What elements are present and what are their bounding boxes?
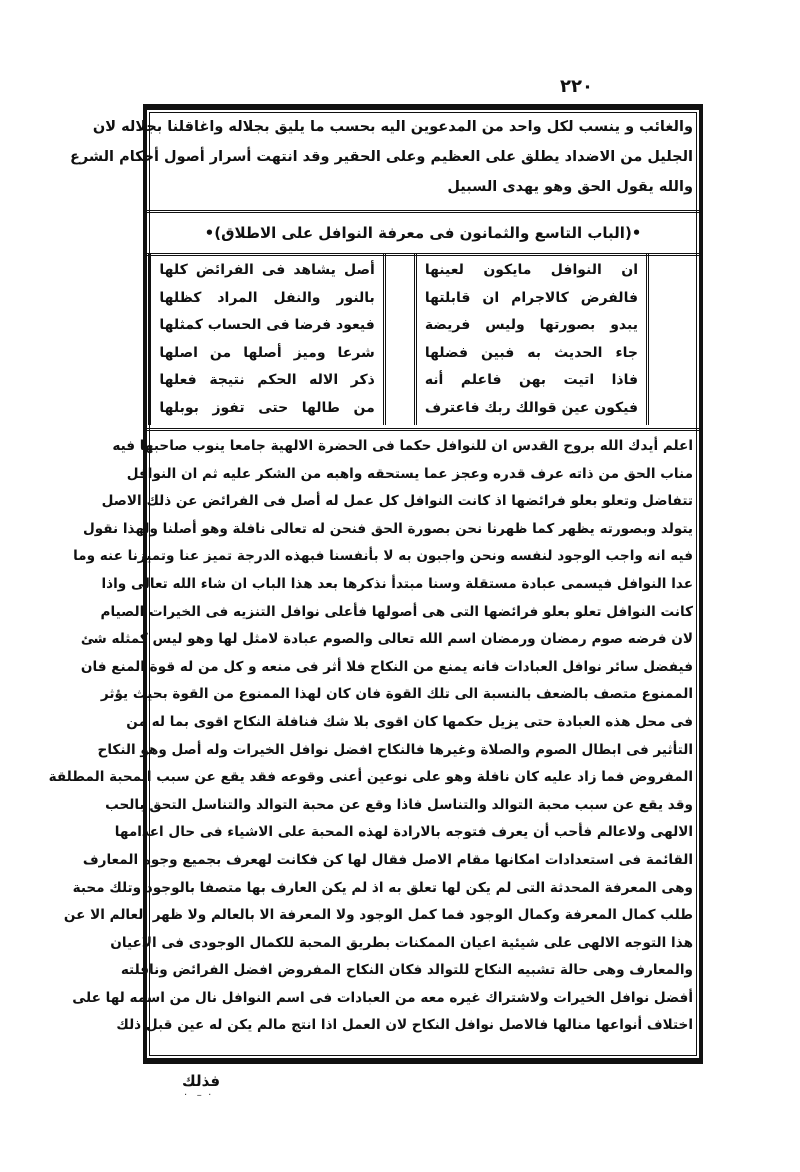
intro-line: والغائب و ينسب لكل واحد من المدعوين اليه بحسب ما يليق بجلاله واغاقلنا بجلاله لان <box>92 119 693 135</box>
prose-line: الالهى ولاعالم فأحب أن يعرف فتوجه بالارادة لهذه المحبة على الاشياء فى حال اعدامها <box>114 824 693 841</box>
intro-text <box>69 112 699 202</box>
prose-line: فى محل هذه العبادة حتى يزيل حكمها كان اقوى بلا شك فنافلة النكاح اقوى بما له من <box>126 713 693 730</box>
prose-line: أفضل نوافل الخيرات ولاشتراك غيره معه من العبادات فى اسم النوافل نال من اسمه لها على <box>72 989 693 1006</box>
prose-line: يتولد وبصورته يظهر كما ظهرنا نحن بصورة الحق فنحن له تعالى نافلة وهو أصلنا ولهذا نقول <box>82 520 693 537</box>
poem-verse: يبدو بصورتها وليس فريضة <box>424 317 638 333</box>
poem-verse: جاء الحديث به فبين فضلها <box>424 344 638 361</box>
poem-right-column <box>414 253 649 425</box>
intro-line: والله يقول الحق وهو يهدى السبيل <box>447 179 693 195</box>
prose-line: مناب الحق من ذاته عرف قدره وعجز عما يستحقه واهبه من الشكر عليه ثم ان النوافل <box>126 465 693 482</box>
prose-line: المفروض فما زاد عليه كان نافلة وهو على نوعين أعنى وقوعه فقد يقع عن سبب المحبة المطلقة <box>48 769 693 786</box>
prose-line: اعلم أيدك الله بروح القدس ان للنوافل حكما فى الحضرة الالهية جامعا ينوب صاحبها فيه <box>112 438 693 454</box>
chapter-title: •(الباب التاسع والثمانون فى معرفة النوافل على الاطلاق)• <box>204 224 642 242</box>
poem-left-column <box>148 253 385 425</box>
prose-body <box>48 428 699 1040</box>
poem-verse: فاذا اتيت بهن فاعلم أنه <box>424 372 638 388</box>
poem-verse: فيعود فرضا فى الحساب كمثلها <box>159 317 375 333</box>
chapter-heading-band <box>147 210 699 256</box>
page-frame <box>48 104 703 1064</box>
poem-verse: ان النوافل مايكون لعينها <box>424 262 638 278</box>
prose-line: اختلاف أنواعها منالها فالاصل نوافل النكاح لان العمل اذا انتج مالم يكن له عين قبل ذلك <box>116 1017 693 1034</box>
prose-line: وهى المعرفة المحدثة التى لم يكن لها تعلق به اذ لم يكن العارف بها متصفا بالوجود وتلك محبة <box>72 879 693 896</box>
poem-verse: ذكر الاله الحكم نتيجة فعلها <box>159 372 375 388</box>
poem-verse: أصل يشاهد فى الفرائض كلها <box>159 262 375 278</box>
prose-line: والمعارف وهى حالة تشبيه النكاح للتوالد فكان النكاح المفروض افضل الفرائض ونافلته <box>120 962 693 979</box>
poem-block <box>147 253 699 425</box>
prose-line: كانت النوافل تعلو بعلو فرائضها التى هى أصولها فأعلى نوافل التنزيه فى الخيرات الصيام <box>100 603 693 620</box>
prose-line: تتفاضل وتعلو بعلو فرائضها اذ كانت النوافل كل عمل له أصل فى الفرائض عن ذلك الاصل <box>101 493 693 510</box>
prose-line: لان فرضه صوم رمضان ورمضان اسم الله تعالى والصوم عبادة لامثل لها وهو ليس كمثله شئ <box>80 631 693 648</box>
prose-line: هذا التوجه الالهى على شيئية اعيان الممكنات بطريق المحبة للكمال الوجودى فى الاعيان <box>110 934 693 951</box>
prose-line: طلب كمال المعرفة وكمال الوجود فما كمل الوجود ولا المعرفة الا بالعالم ولا ظهر العالم الا عن <box>63 907 693 924</box>
page-number: ٢٢٠ <box>560 76 593 97</box>
prose-line: فيه انه واجب الوجود لنفسه ونحن واجبون به لا بأنفسنا فبهذه الدرجة تميز عنا وتميزنا عنه وما <box>73 548 693 565</box>
poem-verse: فيكون عين قوالك ربك فاعترف <box>424 399 638 416</box>
prose-line: التأثير فى ابطال الصوم والصلاة وغيرها فالنكاح افضل نوافل الخيرات وله أصل وهو النكاح <box>97 741 693 758</box>
catchword: فذلك <box>182 1072 221 1090</box>
poem-verse: من طالها حتى تفوز بوبلها <box>159 399 375 416</box>
prose-line: الممنوع متصف بالضعف بالنسبة الى تلك القوة فان كان لهذا الممنوع من القوة بحيث يؤثر <box>100 686 693 703</box>
prose-line: فيفضل سائر نوافل العبادات فانه يمنع من النكاح فلا أثر فى منعه و كل من له قوة المنع فان <box>80 658 693 675</box>
poem-verse: بالنور والنفل المراد كظلها <box>159 289 375 306</box>
print-specks: · – · <box>184 1090 212 1101</box>
prose-line: القائمة فى استعدادات امكانها مقام الاصل فقال لها كن فكانت لهعرف بجميع وجوه المعارف <box>82 851 693 868</box>
poem-verse: فالفرض كالاجرام ان قابلتها <box>424 289 638 306</box>
intro-line: الجليل من الاضداد يطلق على العظيم وعلى الحقير وقد انتهت أسرار أصول أحكام الشرع <box>69 149 693 165</box>
prose-line: وقد يقع عن سبب محبة التوالد والتناسل فاذا وقع عن محبة التوالد والتناسل التحق بالحب <box>105 796 693 813</box>
poem-verse: شرعا وميز أصلها من اصلها <box>159 344 375 361</box>
prose-line: عدا النوافل فيسمى عبادة مستقلة وسنا مبتدأ نذكرها بعد هذا الباب ان شاء الله تعالى واذا <box>101 575 693 592</box>
